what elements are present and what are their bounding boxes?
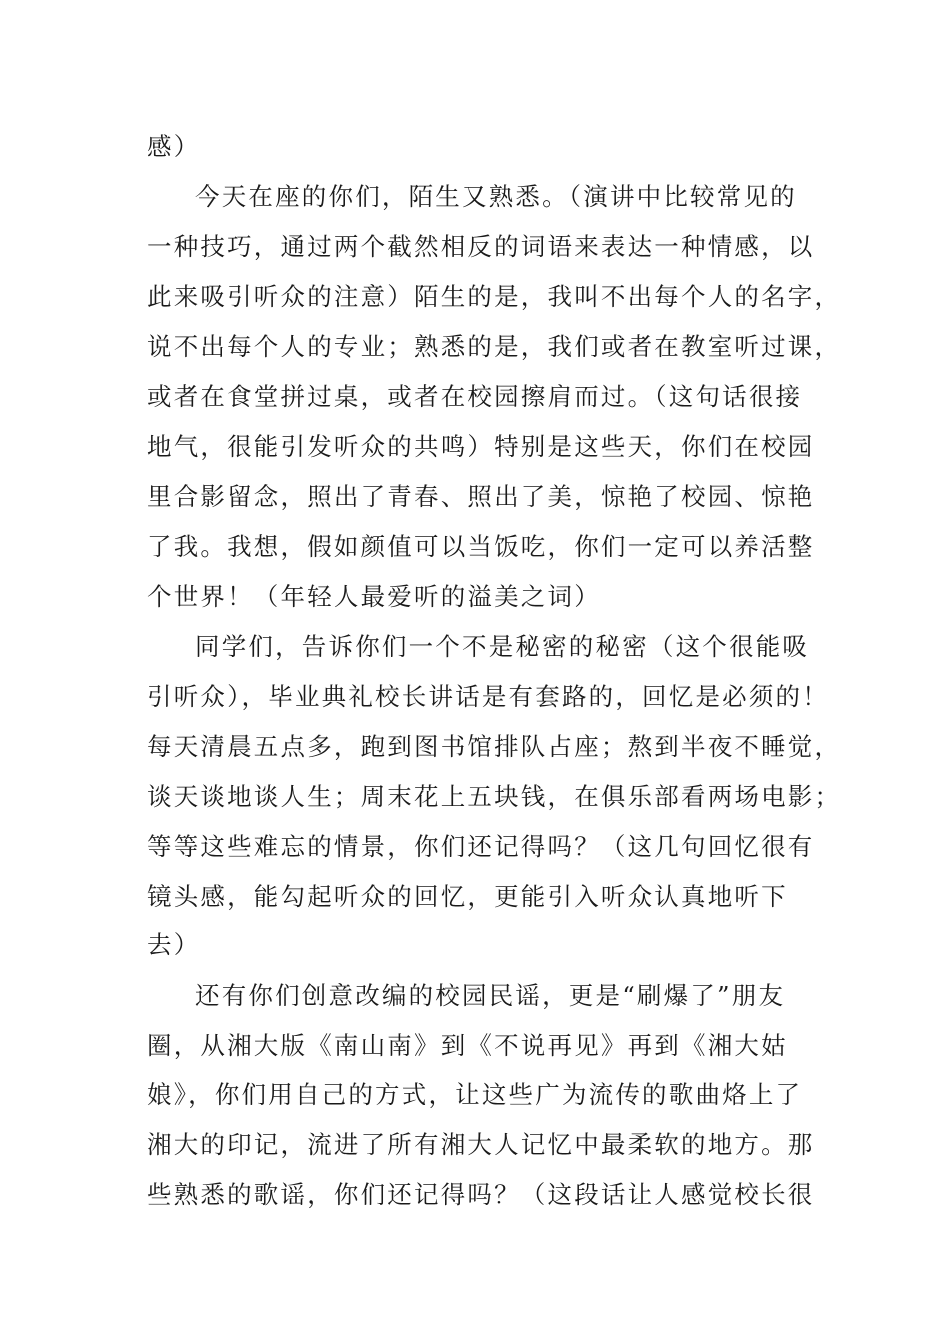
text-line: 地气，很能引发听众的共鸣）特别是这些天，你们在校园 — [147, 432, 815, 461]
text-line: 等等这些难忘的情景，你们还记得吗？（这几句回忆很有 — [147, 832, 815, 861]
text-line: 了我。我想，假如颜值可以当饭吃，你们一定可以养活整 — [147, 532, 815, 561]
text-line: 说不出每个人的专业；熟悉的是，我们或者在教室听过课， — [147, 332, 842, 361]
text-line: 或者在食堂拼过桌，或者在校园擦肩而过。（这句话很接 — [147, 382, 803, 411]
text-line: 里合影留念，照出了青春、照出了美，惊艳了校园、惊艳 — [147, 482, 815, 511]
text-line: 此来吸引听众的注意）陌生的是，我叫不出每个人的名字， — [147, 282, 842, 311]
text-line: 去） — [147, 930, 201, 959]
paragraph-start-line: 还有你们创意改编的校园民谣，更是“刷爆了”朋友 — [195, 981, 786, 1010]
text-line: 些熟悉的歌谣，你们还记得吗？（这段话让人感觉校长很 — [147, 1180, 815, 1209]
paragraph-start-line: 同学们，告诉你们一个不是秘密的秘密（这个很能吸 — [195, 632, 810, 661]
text-line: 感） — [147, 132, 201, 161]
text-line: 引听众），毕业典礼校长讲话是有套路的，回忆是必须的！ — [147, 682, 829, 711]
text-line: 湘大的印记，流进了所有湘大人记忆中最柔软的地方。那 — [147, 1130, 815, 1159]
text-line: 一种技巧，通过两个截然相反的词语来表达一种情感，以 — [147, 232, 815, 261]
paragraph-start-line: 今天在座的你们，陌生又熟悉。（演讲中比较常见的 — [195, 182, 797, 211]
text-line: 谈天谈地谈人生；周末花上五块钱，在俱乐部看两场电影； — [147, 782, 842, 811]
text-line: 每天清晨五点多，跑到图书馆排队占座；熬到半夜不睡觉， — [147, 732, 842, 761]
text-line: 娘》，你们用自己的方式，让这些广为流传的歌曲烙上了 — [147, 1080, 803, 1109]
text-line: 圈，从湘大版《南山南》到《不说再见》再到《湘大姑 — [147, 1031, 788, 1060]
text-line: 个世界！（年轻人最爱听的溢美之词） — [147, 582, 601, 611]
text-line: 镜头感，能勾起听众的回忆，更能引入听众认真地听下 — [147, 882, 788, 911]
